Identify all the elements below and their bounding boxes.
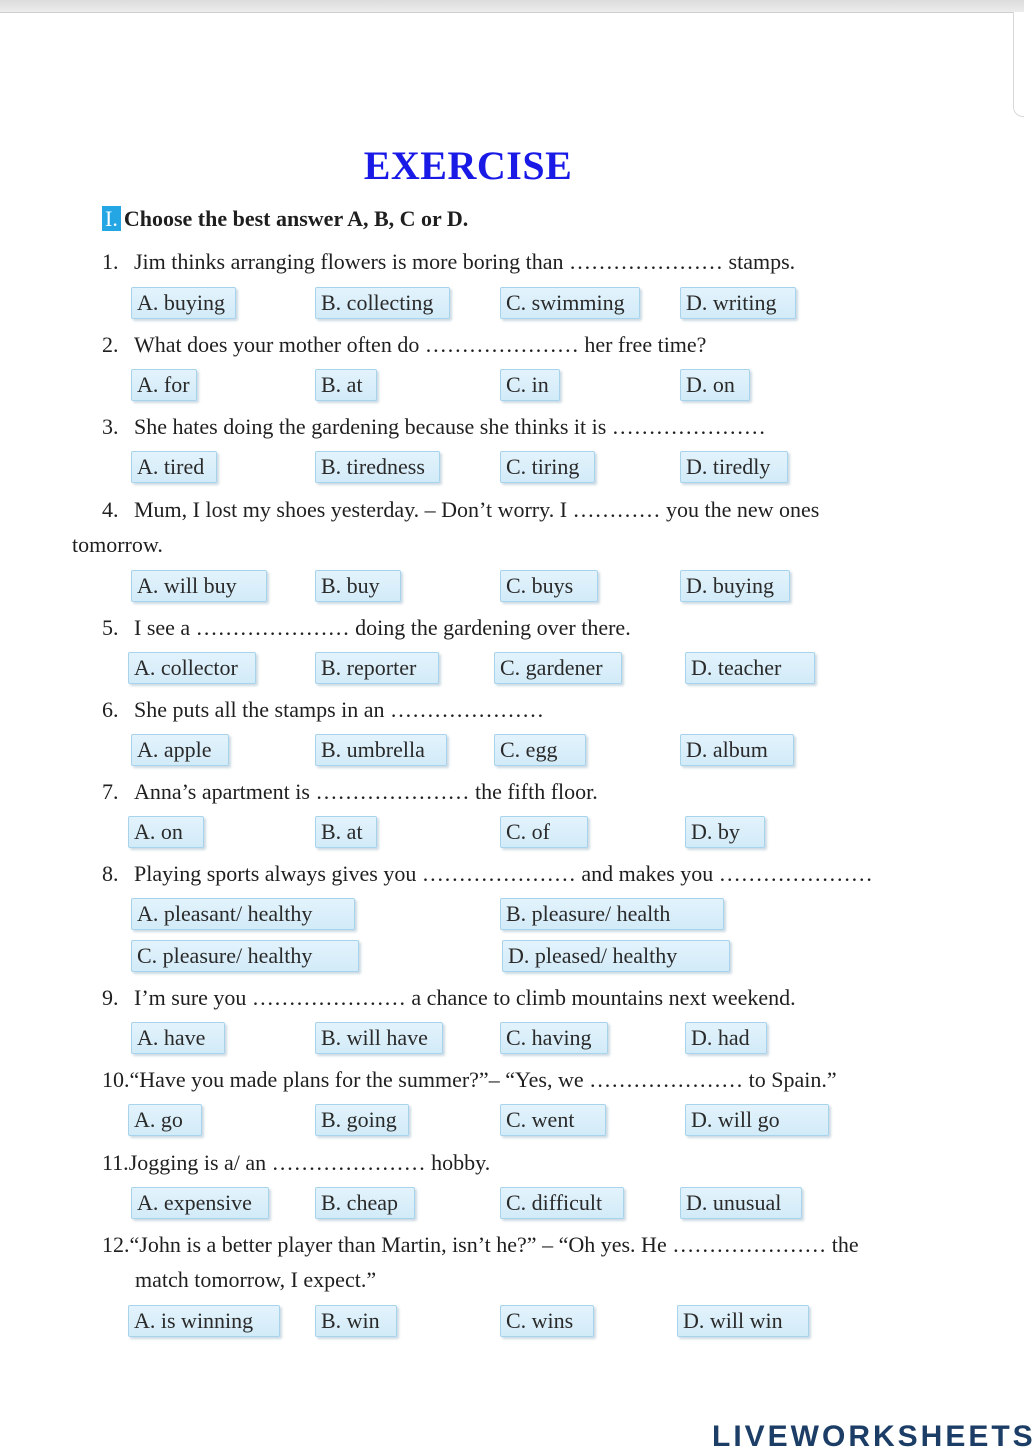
question-9: [102, 981, 796, 1015]
question-text: “Have you made plans for the summer?”– “Yes, we ………………… to Spain.”: [129, 1067, 837, 1092]
q1-option-a[interactable]: A. buying: [131, 287, 236, 319]
liveworksheets-logo: LIVEWORKSHEETS: [712, 1420, 1036, 1453]
page-title: EXERCISE: [363, 143, 573, 188]
scrollbar-edge[interactable]: [1013, 12, 1024, 117]
question-text: She hates doing the gardening because she thinks it is …………………: [134, 414, 766, 439]
q3-option-d[interactable]: D. tiredly: [680, 451, 788, 483]
question-number: 4.: [102, 497, 119, 522]
q10-option-b[interactable]: B. going: [315, 1104, 409, 1136]
question-number: 3.: [102, 414, 119, 439]
question-4: [102, 493, 819, 527]
q10-option-a[interactable]: A. go: [128, 1104, 202, 1136]
q8-option-c[interactable]: C. pleasure/ healthy: [131, 940, 359, 972]
q4-option-b[interactable]: B. buy: [315, 570, 401, 602]
question-12: [102, 1228, 859, 1262]
q10-option-c[interactable]: C. went: [500, 1104, 606, 1136]
q3-option-b[interactable]: B. tiredness: [315, 451, 440, 483]
q11-option-d[interactable]: D. unusual: [680, 1187, 802, 1219]
question-text: I’m sure you ………………… a chance to climb mountains next weekend.: [134, 985, 796, 1010]
q6-option-c[interactable]: C. egg: [494, 734, 586, 766]
q5-option-c[interactable]: C. gardener: [494, 652, 622, 684]
q2-option-c[interactable]: C. in: [500, 369, 560, 401]
question-number: 9.: [102, 985, 119, 1010]
q9-option-a[interactable]: A. have: [131, 1022, 225, 1054]
q4-option-d[interactable]: D. buying: [680, 570, 790, 602]
q7-option-d[interactable]: D. by: [685, 816, 765, 848]
q7-option-a[interactable]: A. on: [128, 816, 204, 848]
q10-option-d[interactable]: D. will go: [685, 1104, 829, 1136]
question-text: Jim thinks arranging flowers is more boring than ………………… stamps.: [134, 249, 796, 274]
q5-option-b[interactable]: B. reporter: [315, 652, 439, 684]
instruction-text: Choose the best answer A, B, C or D.: [123, 206, 469, 231]
q4-option-a[interactable]: A. will buy: [131, 570, 267, 602]
q11-option-a[interactable]: A. expensive: [131, 1187, 269, 1219]
q12-option-d[interactable]: D. will win: [677, 1305, 809, 1337]
q5-option-a[interactable]: A. collector: [128, 652, 256, 684]
question-text: Mum, I lost my shoes yesterday. – Don’t worry. I ………… you the new ones: [134, 497, 820, 522]
question-12-continued: match tomorrow, I expect.”: [135, 1267, 377, 1292]
question-text: What does your mother often do ………………… her free time?: [134, 332, 707, 357]
instruction: [102, 206, 468, 232]
q12-option-a[interactable]: A. is winning: [128, 1305, 280, 1337]
q2-option-a[interactable]: A. for: [131, 369, 197, 401]
q7-option-b[interactable]: B. at: [315, 816, 377, 848]
browser-top-bar: [0, 0, 1024, 13]
question-7: [102, 775, 598, 809]
q11-option-b[interactable]: B. cheap: [315, 1187, 415, 1219]
question-number: 6.: [102, 697, 119, 722]
question-text: Anna’s apartment is ………………… the fifth floor.: [134, 779, 598, 804]
question-1: [102, 245, 795, 279]
question-number: 2.: [102, 332, 119, 357]
q9-option-d[interactable]: D. had: [685, 1022, 767, 1054]
question-number: 5.: [102, 615, 119, 640]
question-number: 12.: [102, 1232, 130, 1257]
q3-option-c[interactable]: C. tiring: [500, 451, 595, 483]
question-6: [102, 693, 544, 727]
question-number: 7.: [102, 779, 119, 804]
q8-option-d[interactable]: D. pleased/ healthy: [502, 940, 730, 972]
q1-option-d[interactable]: D. writing: [680, 287, 796, 319]
question-3: [102, 410, 766, 444]
question-number: 11.: [102, 1150, 129, 1175]
section-number: I.: [102, 206, 121, 231]
question-text: Jogging is a/ an ………………… hobby.: [128, 1150, 491, 1175]
q2-option-b[interactable]: B. at: [315, 369, 377, 401]
question-5: [102, 611, 631, 645]
q3-option-a[interactable]: A. tired: [131, 451, 217, 483]
question-text: She puts all the stamps in an …………………: [134, 697, 545, 722]
q5-option-d[interactable]: D. teacher: [685, 652, 815, 684]
question-text: I see a ………………… doing the gardening over there.: [134, 615, 631, 640]
question-4-continued: tomorrow.: [72, 532, 163, 557]
q1-option-b[interactable]: B. collecting: [315, 287, 450, 319]
q8-option-a[interactable]: A. pleasant/ healthy: [131, 898, 355, 930]
q8-option-b[interactable]: B. pleasure/ health: [500, 898, 724, 930]
q9-option-b[interactable]: B. will have: [315, 1022, 443, 1054]
q6-option-b[interactable]: B. umbrella: [315, 734, 447, 766]
question-8: [102, 857, 873, 891]
question-number: 8.: [102, 861, 119, 886]
q1-option-c[interactable]: C. swimming: [500, 287, 640, 319]
q9-option-c[interactable]: C. having: [500, 1022, 608, 1054]
q4-option-c[interactable]: C. buys: [500, 570, 598, 602]
q2-option-d[interactable]: D. on: [680, 369, 750, 401]
question-text: Playing sports always gives you ………………… and makes you …………………: [134, 861, 873, 886]
question-number: 1.: [102, 249, 119, 274]
q12-option-b[interactable]: B. win: [315, 1305, 397, 1337]
q11-option-c[interactable]: C. difficult: [500, 1187, 624, 1219]
question-text: “John is a better player than Martin, isn’t he?” – “Oh yes. He ………………… the: [129, 1232, 859, 1257]
q6-option-d[interactable]: D. album: [680, 734, 794, 766]
question-2: [102, 328, 706, 362]
q6-option-a[interactable]: A. apple: [131, 734, 229, 766]
question-11: [102, 1146, 490, 1180]
q7-option-c[interactable]: C. of: [500, 816, 588, 848]
question-10: [102, 1063, 837, 1097]
q12-option-c[interactable]: C. wins: [500, 1305, 594, 1337]
question-number: 10.: [102, 1067, 130, 1092]
